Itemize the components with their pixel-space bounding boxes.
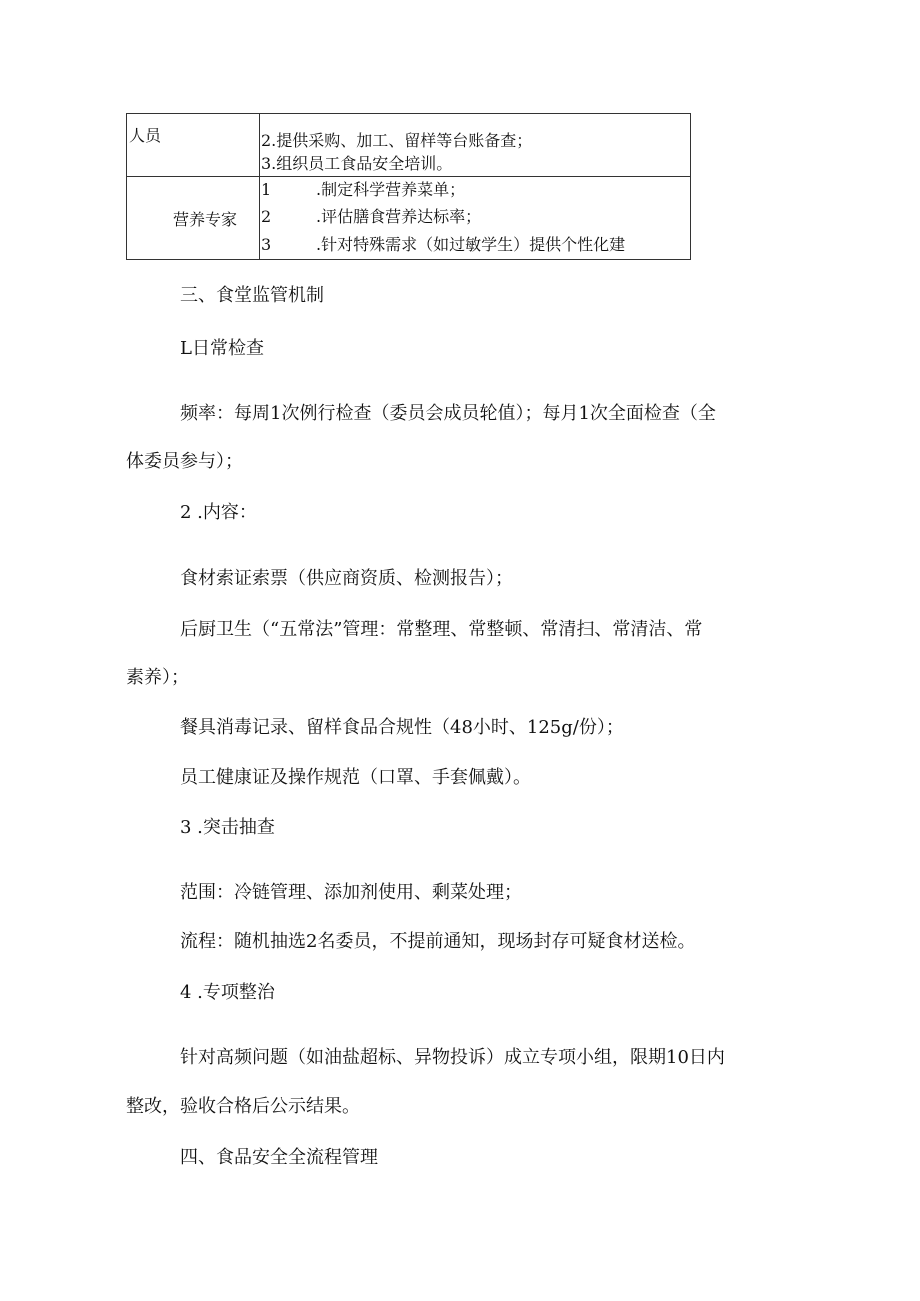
duty-number: 1 bbox=[261, 180, 272, 199]
staff-duty-2: 2.提供采购、加工、留样等台账备查； bbox=[261, 131, 533, 150]
subheading-special-rectification: 4 .专项整治 bbox=[180, 982, 275, 1003]
duty-table bbox=[126, 113, 691, 260]
subheading-daily-check: L日常检查 bbox=[180, 338, 264, 359]
frequency-line-2: 体委员参与）； bbox=[126, 451, 243, 472]
content-item-2-line-2: 素养）； bbox=[126, 667, 189, 688]
nutritionist-duty-2: .评估膳食营养达标率； bbox=[316, 207, 482, 226]
subheading-content: 2 .内容： bbox=[180, 502, 257, 523]
role-nutritionist: 营养专家 bbox=[173, 210, 238, 229]
duty-number: 2 bbox=[261, 207, 272, 226]
rectification-line-1: 针对高频问题（如油盐超标、异物投诉）成立专项小组，限期10日内 bbox=[180, 1047, 725, 1068]
role-staff: 人员 bbox=[129, 126, 162, 145]
rectification-line-2: 整改，验收合格后公示结果。 bbox=[126, 1096, 360, 1117]
content-item-4: 员工健康证及操作规范（口罩、手套佩戴）。 bbox=[180, 767, 531, 788]
content-item-3: 餐具消毒记录、留样食品合规性（48小时、125g/份）； bbox=[180, 717, 624, 738]
subheading-spot-check: 3 .突击抽查 bbox=[180, 817, 275, 838]
scope-line: 范围：冷链管理、添加剂使用、剩菜处理； bbox=[180, 882, 522, 903]
nutritionist-duty-1: .制定科学营养菜单； bbox=[316, 180, 466, 199]
content-item-2-line-1: 后厨卫生（“五常法”管理：常整理、常整顿、常清扫、常清洁、常 bbox=[180, 619, 703, 640]
duty-number: 3 bbox=[261, 235, 272, 254]
staff-duty-3: 3.组织员工食品安全培训。 bbox=[261, 154, 453, 173]
section-heading-3: 三、食堂监管机制 bbox=[180, 285, 324, 306]
frequency-line-1: 频率：每周1次例行检查（委员会成员轮值）；每月1次全面检查（全 bbox=[180, 403, 716, 424]
content-item-1: 食材索证索票（供应商资质、检测报告）； bbox=[180, 568, 513, 589]
nutritionist-duty-3: .针对特殊需求（如过敏学生）提供个性化建 bbox=[316, 235, 626, 254]
process-line: 流程：随机抽选2名委员，不提前通知，现场封存可疑食材送检。 bbox=[180, 931, 696, 952]
nutritionist-duties bbox=[260, 177, 690, 259]
section-heading-4: 四、食品安全全流程管理 bbox=[180, 1147, 378, 1168]
